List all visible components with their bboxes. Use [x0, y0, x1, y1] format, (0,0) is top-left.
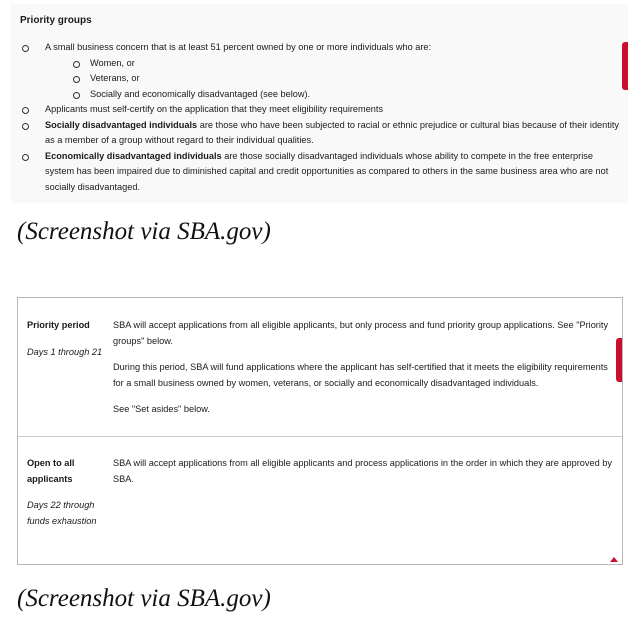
- image-caption: (Screenshot via SBA.gov): [17, 585, 271, 612]
- period-label-cell: [27, 318, 103, 360]
- list-item-text: Applicants must self-certify on the application that they meet eligibility requirements: [45, 104, 384, 114]
- table-row: [18, 298, 622, 437]
- table-row: [18, 437, 622, 565]
- screenshot-application-periods: [17, 297, 623, 565]
- priority-groups-list: [20, 40, 624, 195]
- section-heading: Priority groups: [20, 15, 92, 26]
- screenshot-priority-groups: [10, 4, 628, 203]
- term-bold: Socially disadvantaged individuals: [45, 119, 198, 130]
- scroll-to-top-button[interactable]: [606, 556, 622, 564]
- sub-list-item: Veterans, or: [45, 71, 624, 87]
- list-item-text: are those who have been subjected to racial or ethnic prejudice or cultural bias because of their identity as a member of a group without regard to their individual qualities.: [45, 119, 620, 145]
- description-paragraph: SBA will accept applications from all eligible applicants, but only process and fund priority group applications. See "Priority groups" below.: [113, 320, 609, 346]
- sub-list-item: Women, or: [45, 56, 624, 72]
- chevron-up-icon: [606, 556, 622, 564]
- description-paragraph: SBA will accept applications from all eligible applicants and process applications in the order in which they are approved by SBA.: [113, 458, 612, 484]
- period-label-cell: [27, 456, 103, 529]
- term-bold: Economically disadvantaged individuals: [45, 150, 222, 161]
- list-item-text: are those socially disadvantaged individuals whose ability to compete in the free enterprise system has been impaired due to diminished capital and credit opportunities as compared to others in the same business area who are not socially disadvantaged.: [45, 150, 609, 192]
- period-days: Days 1 through 21: [27, 346, 103, 357]
- description-paragraph: During this period, SBA will fund applications where the applicant has self-certified that it meets the eligibility requirements for a small business owned by women, veterans, or socially and economically disadvantaged individuals.: [113, 362, 608, 388]
- list-item: [20, 118, 624, 149]
- period-description-cell: [113, 318, 617, 429]
- feedback-side-tab[interactable]: [622, 42, 628, 90]
- feedback-side-tab[interactable]: [616, 338, 622, 382]
- list-item-text: A small business concern that is at least 51 percent owned by one or more individuals who are:: [45, 42, 432, 52]
- list-item: [20, 102, 624, 118]
- sub-list: [45, 56, 624, 103]
- sub-list-item: Socially and economically disadvantaged (see below).: [45, 87, 624, 103]
- period-days: Days 22 through funds exhaustion: [27, 500, 97, 526]
- period-description-cell: [113, 456, 617, 498]
- description-paragraph: See "Set asides" below.: [113, 404, 210, 414]
- list-item: [20, 40, 624, 102]
- period-title: Open to all applicants: [27, 458, 75, 484]
- list-item: [20, 149, 624, 196]
- period-title: Priority period: [27, 320, 90, 330]
- image-caption: (Screenshot via SBA.gov): [17, 218, 271, 245]
